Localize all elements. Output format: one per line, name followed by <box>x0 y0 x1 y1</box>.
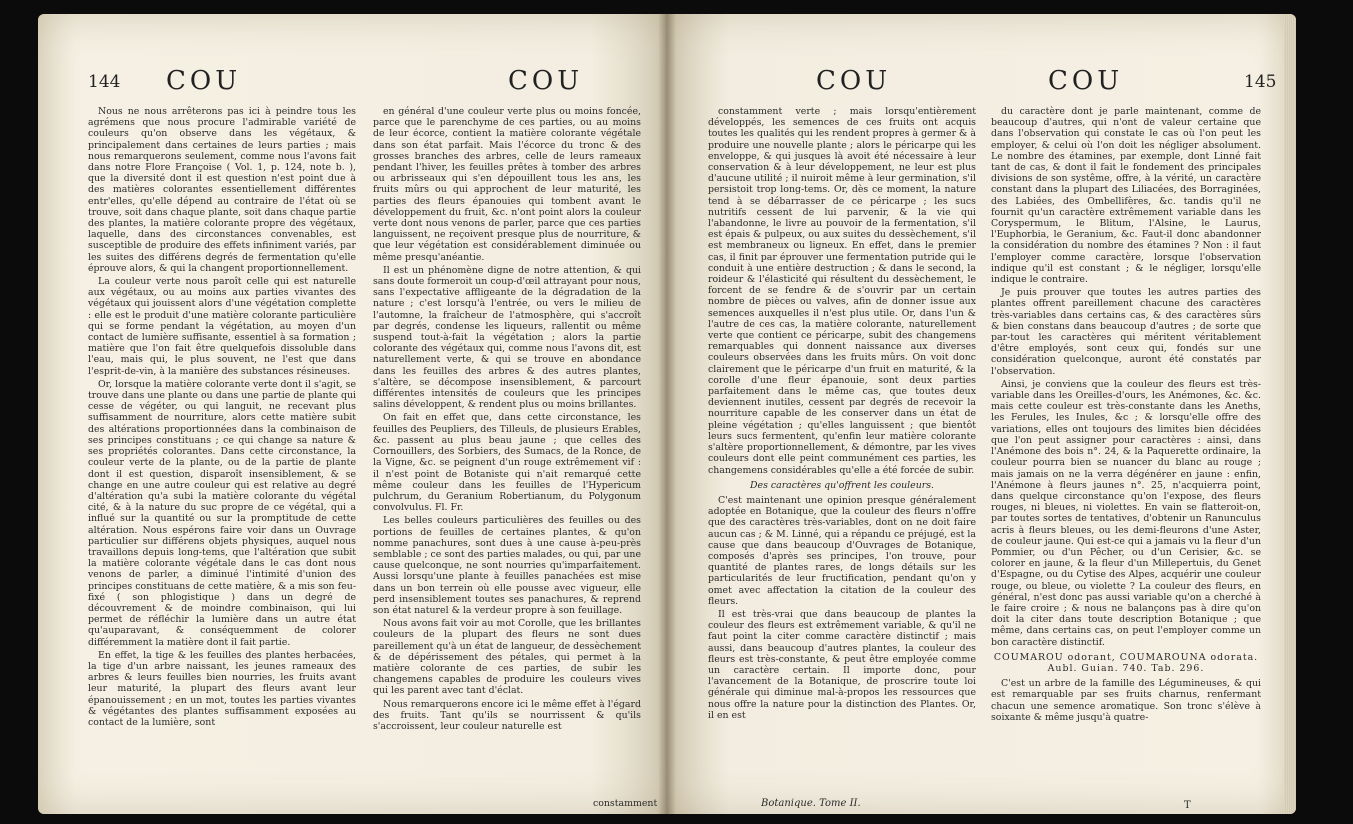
paragraph: en général d'une couleur verte plus ou moins foncée, parce que le parenchyme de ces parties, ou au moins de leur écorce, contient la matière colorante végétale dans son état parfait. Mais l'écorce du tronc & des grosses branches des arbres, celle de leurs rameaux pendant l'hiver, les feuilles prêtes à tomber des arbres ou arbrisseaux qui s'en dépouillent tous les ans, les fruits mûrs ou qui approchent de leur maturité, les parties des fleurs épanouies qui tombent avant le développement du fruit, &c. n'ont point alors la couleur verte dont nous venons de parler, parce que ces parties languissent, ne reçoivent presque plus de nourriture, & que leur végétation est considérablement diminuée ou même presqu'anéantie. <box>373 106 641 263</box>
text-column-right <box>991 106 1261 796</box>
running-head: COU <box>166 66 242 96</box>
paragraph: Les belles couleurs particulières des feuilles ou des portions de feuilles de certaines plantes, & qu'on nomme panachures, sont dues à une cause à-peu-près semblable ; ce sont des parties malades, ou qui, par une cause quelconque, ne sont nourries qu'imparfaitement. Aussi lorsqu'une plante à feuilles panachées est mise dans un bon terrein où elle pousse avec vigueur, elle perd insensiblement toutes ses panachures, & reprend son état naturel & la verdeur propre à son feuillage. <box>373 515 641 616</box>
running-head: COU <box>508 66 584 96</box>
paragraph: Ainsi, je conviens que la couleur des fleurs est très-variable dans les Oreilles-d'ours, les Anémones, &c. &c. mais cette couleur est très-constante dans les Aneths, les Ferules, les Inules, &c ; & lorsqu'elle offre des variations, elles ont toujours des limites bien décidées que l'on peut assigner pour caractères : ainsi, dans l'Anémone des bois n°. 24, & la Paquerette ordinaire, la couleur pourra bien se nuancer du blanc au rouge ; mais jamais on ne la verra dégénérer en jaune : enfin, l'Anémone à fleurs jaunes n°. 25, n'acquierra point, dans quelque circonstance qu'on l'expose, des fleurs rouges, ni bleues, ni violettes. En vain se flatteroit-on, par toutes sortes de tentatives, d'obtenir un Ranunculus acris à fleurs bleues, ou les demi-fleurons d'une Aster, de couleur jaune. Qui est-ce qui a jamais vu la fleur d'un Pommier, ou d'un Pêcher, ou d'un Cerisier, &c. se colorer en jaune, & la fleur d'un Millepertuis, du Genet d'Espagne, ou du Cytise des Alpes, acquérir une couleur rouge, ou bleue, ou violette ? La couleur des fleurs, en général, n'est donc pas aussi variable qu'on a cherché à le faire croire ; & nous ne balançons pas à dire qu'on doit la citer dans toute description Botanique ; que même, dans certains cas, on peut l'employer comme un bon caractère distinctif. <box>991 378 1261 648</box>
running-head: COU <box>816 66 892 96</box>
entry-heading: COUMAROU odorant, COUMAROUNA odorata. Aubl. Guian. 740. Tab. 296. <box>993 651 1259 674</box>
open-book <box>38 14 1296 814</box>
paragraph: Je puis prouver que toutes les autres parties des plantes offrent pareillement chacune des caractères très-variables dans certains cas, & des caractères sûrs & bien constans dans beaucoup d'autres ; de sorte que par-tout les caractères qui méritent véritablement d'être employés, sont ceux qui, fondés sur une considération quelconque, auront été constatés par l'observation. <box>991 287 1261 377</box>
paragraph: Nous avons fait voir au mot Corolle, que les brillantes couleurs de la plupart des fleurs ne sont dues pareillement qu'à un état de langueur, de dessèchement & de dépérissement des pétales, qui permet à la matière colorante de ces parties, de subir les changemens capables de produire les couleurs vives qui les parent avec tant d'éclat. <box>373 618 641 697</box>
signature-mark: T <box>1184 800 1191 811</box>
left-page <box>38 14 666 814</box>
paragraph: On fait en effet que, dans cette circonstance, les feuilles des Peupliers, des Tilleuls, de plusieurs Erables, &c. passent au plus beau jaune ; que celles des Cornouillers, des Sorbiers, des Sumacs, de la Ronce, de la Vigne, &c. se peignent d'un rouge extrêmement vif : il n'est point de Botaniste qui n'ait remarqué cette même couleur dans les feuilles de l'Hypericum pulchrum, du Geranium Robertianum, du Polygonum convolvulus. Fl. Fr. <box>373 412 641 514</box>
paragraph: du caractère dont je parle maintenant, comme de beaucoup d'autres, qui n'ont de valeur certaine que dans l'observation qui constate le cas où l'on peut les employer, & celui où l'on doit les négliger absolument. Le nombre des étamines, par exemple, dont Linné fait tant de cas, & dont il fait le fondement des principales divisions de son systême, offre, à la vérité, un caractère constant dans la plupart des Liliacées, des Borraginées, des Labiées, des Ombellifères, &c. tandis qu'il ne fournit qu'un caractère extrêmement variable dans les Coryspermum, le Blitum, l'Alsine, le Laurus, l'Euphorbia, le Geranium, &c. Faut-il donc abandonner la considération du nombre des étamines ? Non : il faut l'employer comme caractère, lorsque l'observation indique qu'il est constant ; & le négliger, lorsqu'elle indique le contraire. <box>991 106 1261 286</box>
paragraph: Or, lorsque la matière colorante verte dont il s'agit, se trouve dans une plante ou dans une partie de plante qui cesse de végéter, ou qui languit, ne recevant plus suffisamment de nourriture, alors cette matière subit des altérations proportionnées dans la combinaison de ses principes constituans ; ce qui change sa nature & ses propriétés colorantes. Dans cette circonstance, la couleur verte de la plante, ou de la partie de plante dont il est question, disparoît insensiblement, & se change en une autre couleur qui est relative au degré d'altération qu'a subi la matière colorante du végétal cité, & à la nature du suc propre de ce végétal, qui a influé sur la quantité ou sur la promptitude de cette altération. Nous espérons faire voir dans un Ouvrage particulier sur différens objets physiques, auquel nous travaillons depuis long-tems, que l'altération que subit la matière colorante végétale dans le cas dont nous venons de parler, a diminué l'intimité d'union des principes constituans de cette matière, & a mis son feu-fixé ( son phlogistique ) dans un degré de découvrement & de moindre combinaison, qui lui permet de réfléchir la lumière dans un autre état qu'auparavant, & conséquemment de colorer différemment la matière dont il fait partie. <box>88 378 356 648</box>
paragraph: C'est maintenant une opinion presque généralement adoptée en Botanique, que la couleur des fleurs n'offre que des caractères très-variables, dont on ne doit faire aucun cas ; & M. Linné, qui a répandu ce préjugé, est la cause que dans beaucoup d'Ouvrages de Botanique, composés d'après ses principes, l'on trouve, pour quantité de plantes rares, de longs détails sur les particularités de leur fructification, pendant qu'on y omet avec affectation la citation de la couleur des fleurs. <box>708 494 976 607</box>
text-column-left <box>88 106 356 796</box>
paragraph: C'est un arbre de la famille des Légumineuses, & qui est remarquable par ses fruits charnus, renfermant chacun une semence aromatique. Son tronc s'élève à soixante & même jusqu'à quatre- <box>991 678 1261 723</box>
page-number: 144 <box>88 72 121 92</box>
text-column-left <box>708 106 976 796</box>
section-title: Des caractères qu'offrent les couleurs. <box>750 479 934 491</box>
paragraph: Il est un phénomène digne de notre attention, & qui sans doute formeroit un coup-d'œil attrayant pour nous, sans l'expectative affligeante de la dégradation de la nature ; c'est lorsqu'à l'entrée, ou vers le milieu de l'automne, la fraîcheur de l'atmosphère, qui s'accroît par degrés, condense les liqueurs, rallentit ou même suspend tout-à-fait la végétation ; alors la partie colorante des végétaux qui, comme nous l'avons dit, est naturellement verte, & qui se trouve en abondance dans les feuilles des arbres & des autres plantes, s'altère, se décompose insensiblement, & parcourt différentes intensités de couleurs que les principes salins développent, & rendent plus ou moins brillantes. <box>373 264 641 411</box>
paragraph: Nous remarquerons encore ici le même effet à l'égard des fruits. Tant qu'ils se nourrissent & qu'ils s'accroissent, leur couleur naturelle est <box>373 698 641 732</box>
catchword: constamment <box>593 798 658 809</box>
running-head: COU <box>1048 66 1124 96</box>
paragraph: constamment verte ; mais lorsqu'entièrement développés, les semences de ces fruits ont acquis toutes les qualités qui les rendent propres à germer & à produire une nouvelle plante ; alors le péricarpe qui les enveloppe, & qui jusques là avoit été nécessaire à leur conservation & à leur développement, ne leur est plus d'aucune utilité ; il nuiroit même à leur germination, s'il persistoit trop long-tems. Or, dès ce moment, la nature tend à se débarrasser de ce péricarpe ; les sucs nutritifs cessent de lui parvenir, & la vie qui l'abandonne, le livre au pouvoir de la fermentation, s'il est épais & pulpeux, ou aux suites du dessèchement, s'il est membraneux ou ligneux. En effet, dans le premier cas, il finit par éprouver une fermentation putride qui le conduit à une entière destruction ; & dans le second, la roideur & l'élasticité qui résultent du dessèchement, le forcent de se fendre & de s'ouvrir par un certain nombre de pièces ou valves, afin de donner issue aux semences auxquelles il n'est plus utile. Or, dans l'un & l'autre de ces cas, la matière colorante, naturellement verte que contient ce péricarpe, subit des changemens remarquables qui donnent naissance aux diverses couleurs observées dans les fruits mûrs. On voit donc clairement que le péricarpe d'un fruit en maturité, & la corolle d'une fleur épanouie, sont deux parties parfaitement dans le même cas, que toutes deux deviennent inutiles, cessent par degrés de recevoir la nourriture capable de les conserver dans un état de pleine végétation ; qu'elles languissent ; que bientôt leurs sucs fermentent, qu'enfin leur matière colorante s'altère proportionnellement, & démontre, par les vives couleurs dont elle peint communément ces parties, les changemens considérables qu'elle a été forcée de subir. <box>708 106 976 476</box>
paragraph: En effet, la tige & les feuilles des plantes herbacées, la tige d'un arbre naissant, les jeunes rameaux des arbres & leurs feuilles bien nourries, les fruits avant leur maturité, la plupart des fleurs avant leur épanouissement ; en un mot, toutes les parties vivantes & végétantes des plantes suffisamment exposées au contact de la lumière, sont <box>88 649 356 728</box>
page-edges <box>1284 14 1296 814</box>
paragraph: Il est très-vrai que dans beaucoup de plantes la couleur des fleurs est extrêmement variable, & qu'il ne faut point la citer comme caractère distinctif ; mais aussi, dans beaucoup d'autres plantes, la couleur des fleurs est très-constante, & peut être employée comme un caractère certain. Il importe donc, pour l'avancement de la Botanique, de proscrire toute loi générale qui diminue mal-à-propos les ressources que nous offre la nature pour la distinction des Plantes. Or, il en est <box>708 608 976 721</box>
signature-line: Botanique. Tome II. <box>761 798 861 809</box>
paragraph: La couleur verte nous paroît celle qui est naturelle aux végétaux, ou au moins aux parties vivantes des végétaux qui jouissent alors d'une végétation complette : elle est le produit d'une matière colorante particulière qui se forme pendant la végétation, au moyen d'un contact de lumière suffisante, essentiel à sa formation ; matière que l'on fait être quelquefois dissoluble dans l'eau, mais qui, le plus souvent, ne l'est que dans l'esprit-de-vin, à la manière des substances résineuses. <box>88 276 356 377</box>
paragraph: Nous ne nous arrêterons pas ici à peindre tous les agrémens que nous procure l'admirable variété de couleurs qu'on observe dans les végétaux, & principalement dans certaines de leurs parties ; mais nous remarquerons seulement, comme nous l'avons fait dans notre Flore Françoise ( Vol. 1, p. 124, note b. ), que la diversité dont il est question n'est point due à des matières colorantes essentiellement différentes entr'elles, qu'elle dépend au contraire de l'état où se trouve, soit dans chaque plante, soit dans chaque partie des plantes, la matière colorante propre des végétaux, laquelle, dans des circonstances convenables, est susceptible de produire des effets infiniment variés, par les suites des différens degrés de fermentation qu'elle éprouve alors, & qui la changent proportionnellement. <box>88 106 356 274</box>
right-page <box>666 14 1296 814</box>
page-number: 145 <box>1244 72 1277 92</box>
text-column-right <box>373 106 641 796</box>
